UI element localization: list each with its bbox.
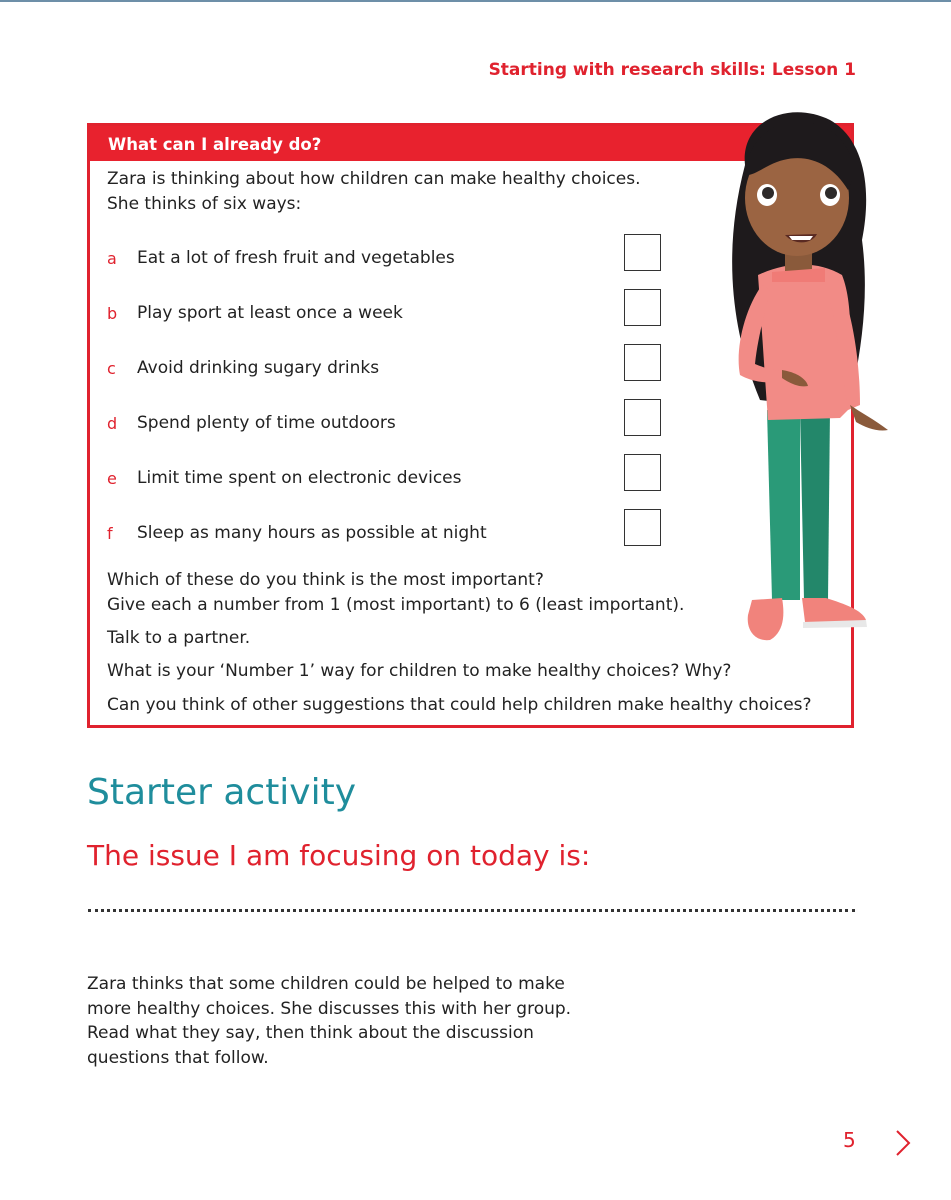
page-number: 5 <box>843 1128 856 1152</box>
item-text-e: Limit time spent on electronic devices <box>137 468 462 488</box>
checkbox-f[interactable] <box>624 509 661 546</box>
panel-title-bar <box>90 126 851 161</box>
item-text-b: Play sport at least once a week <box>137 303 403 323</box>
item-text-f: Sleep as many hours as possible at night <box>137 523 487 543</box>
item-letter-b: b <box>107 304 118 323</box>
checkbox-c[interactable] <box>624 344 661 381</box>
checkbox-a[interactable] <box>624 234 661 271</box>
question-rank: Give each a number from 1 (most important) to 6 (least important). <box>107 595 685 615</box>
paragraph-line-3: Read what they say, then think about the discussion <box>87 1023 534 1043</box>
panel-title: What can I already do? <box>108 135 322 154</box>
checkbox-e[interactable] <box>624 454 661 491</box>
write-in-line[interactable] <box>88 909 855 912</box>
paragraph-line-1: Zara thinks that some children could be helped to make <box>87 974 565 994</box>
item-letter-c: c <box>107 359 116 378</box>
item-letter-a: a <box>107 249 117 268</box>
intro-paragraph <box>87 972 571 1070</box>
item-letter-f: f <box>107 524 113 543</box>
intro-line-1: Zara is thinking about how children can make healthy choices. <box>107 169 641 189</box>
chevron-right-icon <box>892 1128 914 1158</box>
item-letter-e: e <box>107 469 117 488</box>
paragraph-line-4: questions that follow. <box>87 1047 269 1068</box>
item-text-a: Eat a lot of fresh fruit and vegetables <box>137 248 455 268</box>
question-other-suggestions: Can you think of other suggestions that could help children make healthy choices? <box>107 695 812 715</box>
intro-line-2: She thinks of six ways: <box>107 194 302 214</box>
checkbox-b[interactable] <box>624 289 661 326</box>
next-page-button[interactable] <box>892 1128 914 1162</box>
item-text-d: Spend plenty of time outdoors <box>137 413 396 433</box>
lesson-title: Starting with research skills: Lesson 1 <box>488 60 856 80</box>
item-letter-d: d <box>107 414 118 433</box>
question-most-important: Which of these do you think is the most important? <box>107 570 544 590</box>
talk-to-partner: Talk to a partner. <box>107 628 251 648</box>
issue-heading: The issue I am focusing on today is: <box>87 839 591 872</box>
paragraph-line-2: more healthy choices. She discusses this with her group. <box>87 998 572 1019</box>
checkbox-d[interactable] <box>624 399 661 436</box>
item-text-c: Avoid drinking sugary drinks <box>137 358 380 378</box>
top-rule <box>0 0 951 2</box>
starter-activity-heading: Starter activity <box>87 772 357 813</box>
question-number-one: What is your ‘Number 1’ way for children to make healthy choices? Why? <box>107 661 732 681</box>
